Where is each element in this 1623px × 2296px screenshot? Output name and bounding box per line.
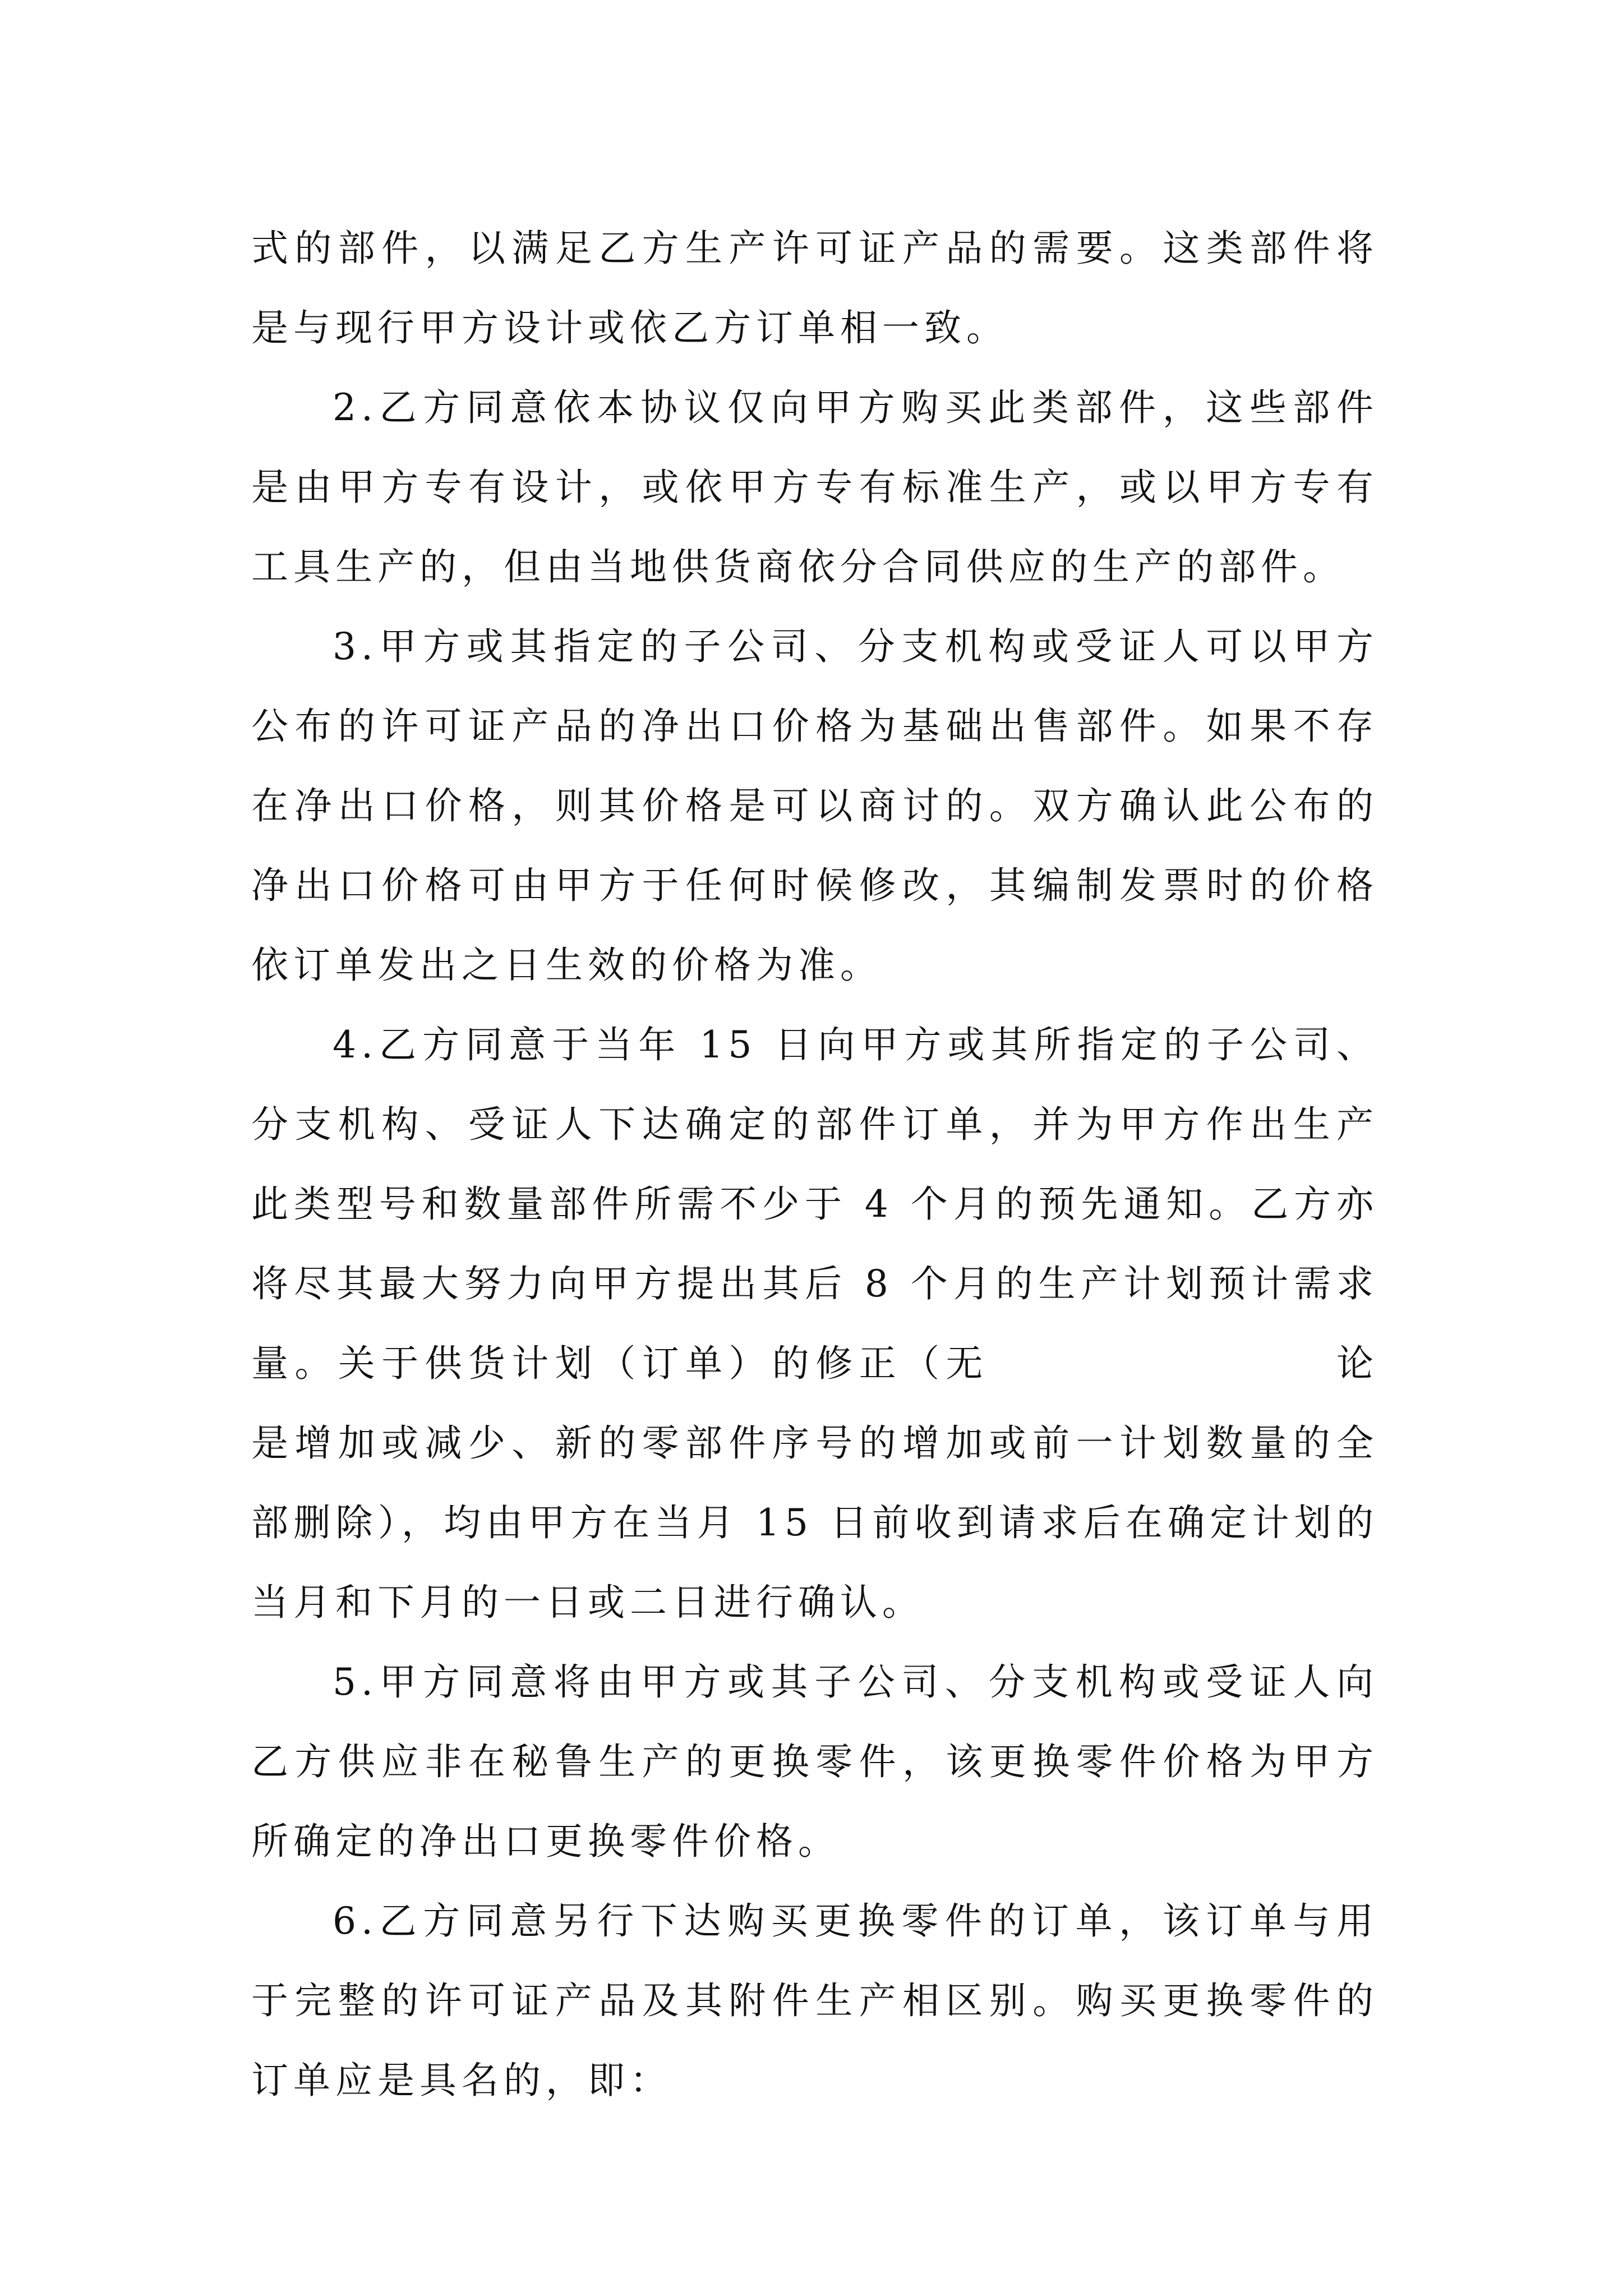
paragraph-6: 6.乙方同意另行下达购买更换零件的订单，该订单与用于完整的许可证产品及其附件生产相区别。购买更换零件的订单应是具名的，即：: [251, 1899, 1378, 2102]
document-body: [251, 209, 1378, 2120]
paragraph-3: 3.甲方或其指定的子公司、分支机构或受证人可以甲方公布的许可证产品的净出口价格为基础出售部件。如果不存在净出口价格，则其价格是可以商讨的。双方确认此公布的净出口价格可由甲方于任何时候修改，其编制发票时的价格依订单发出之日生效的价格为准。: [251, 625, 1378, 987]
paragraph-4: 4.乙方同意于当年 15 日向甲方或其所指定的子公司、分支机构、受证人下达确定的部件订单，并为甲方作出生产此类型号和数量部件所需不少于 4 个月的预先通知。乙方亦将尽其最大努力向甲方提出其后 8 个月的生产计划预计需求量。关于供货计划（订单）的修正（无 论是增加或减少、新的零部件序号的增加或前一计划数量的全部删除），均由甲方在当月 15 日前收到请求后在确定计划的当月和下月的一日或二日进行确认。: [251, 1023, 1378, 1624]
paragraph-2: 2.乙方同意依本协议仅向甲方购买此类部件，这些部件是由甲方专有设计，或依甲方专有标准生产，或以甲方专有工具生产的，但由当地供货商依分合同供应的生产的部件。: [251, 386, 1378, 588]
paragraph-5: 5.甲方同意将由甲方或其子公司、分支机构或受证人向乙方供应非在秘鲁生产的更换零件，该更换零件价格为甲方所确定的净出口更换零件价格。: [251, 1660, 1378, 1863]
paragraph-continuation: 式的部件，以满足乙方生产许可证产品的需要。这类部件将是与现行甲方设计或依乙方订单相一致。: [251, 227, 1378, 349]
